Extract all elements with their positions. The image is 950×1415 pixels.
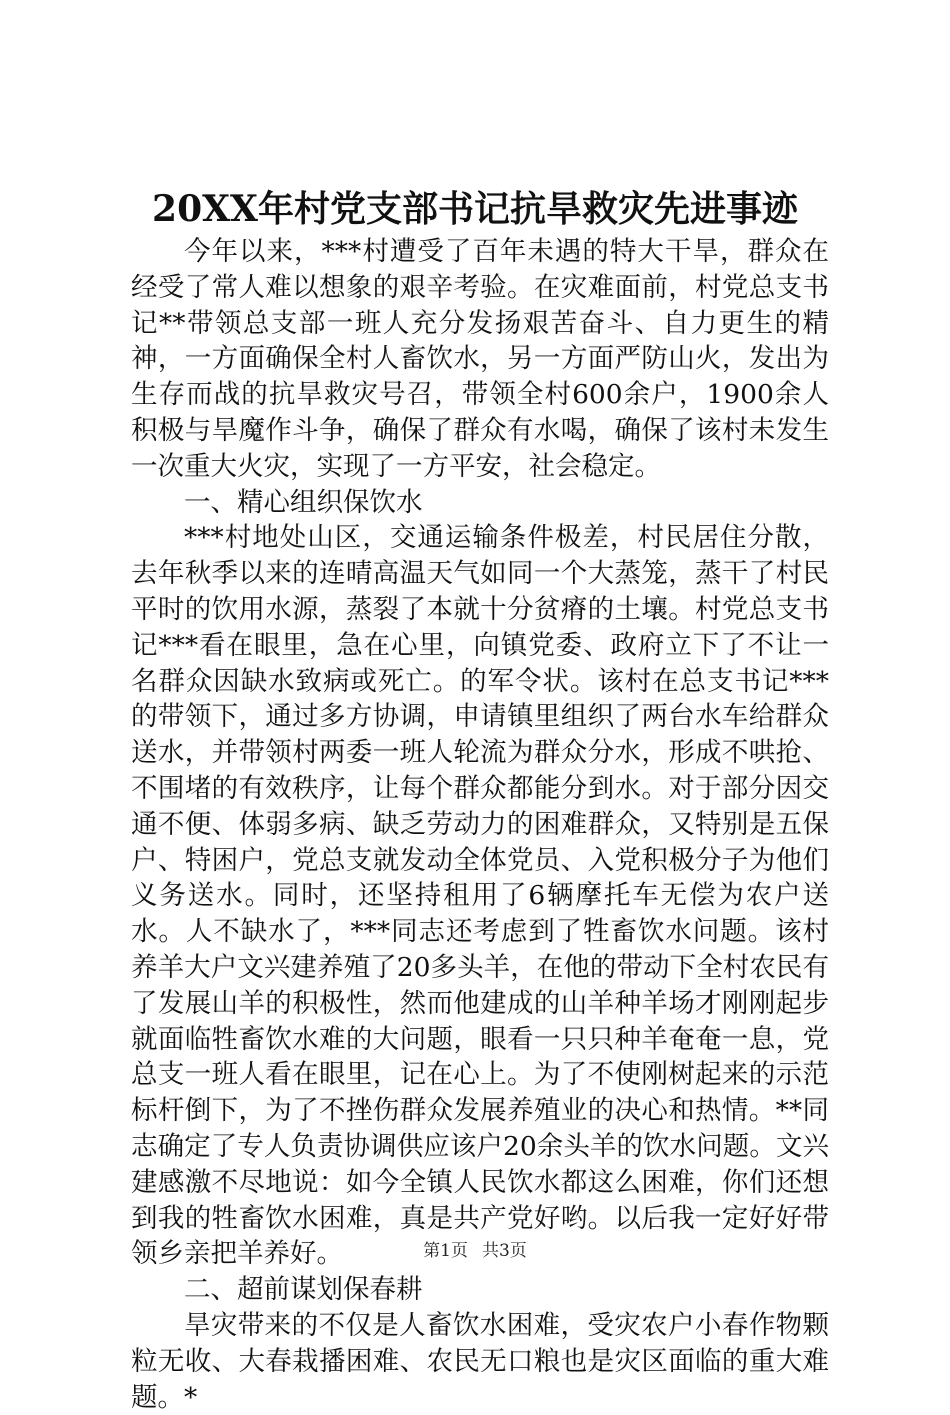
page-total: 共3页 bbox=[482, 1241, 527, 1261]
page-number: 第1页 bbox=[423, 1241, 468, 1261]
section-heading-2: 二、超前谋划保春耕 bbox=[184, 1274, 423, 1306]
document-title: 20XX年村党支部书记抗旱救灾先进事迹 bbox=[152, 188, 798, 230]
paragraph-drinking-water: ***村地处山区，交通运输条件极差，村民居住分散，去年秋季以来的连晴高温天气如同一个大蒸笼，蒸干了村民平时的饮用水源，蒸裂了本就十分贫瘠的土壤。村党总支书记***看在眼里，急在心里，向镇党委、政府立下了不让一名群众因缺水致病或死亡。的军令状。该村在总支书记***的带领下，通过多方协调，申请镇里组织了两台水车给群众送水，并带领村两委一班人轮流为群众分水，形成不哄抢、不围堵的有效秩序，让每个群众都能分到水。对于部分因交通不便、体弱多病、缺乏劳动力的困难群众，又特别是五保户、特困户，党总支就发动全体党员、入党积极分子为他们义务送水。同时，还坚持租用了6辆摩托车无偿为农户送水。人不缺水了，***同志还考虑到了牲畜饮水问题。该村养羊大户文兴建养殖了20多头羊，在他的带动下全村农民有了发展山羊的积极性，然而他建成的山羊种羊场才刚刚起步就面临牲畜饮水难的大问题，眼看一只只种羊奄奄一息，党总支一班人看在眼里，记在心上。为了不使刚树起来的示范标杆倒下，为了不挫伤群众发展养殖业的决心和热情。**同志确定了专人负责协调供应该户20余头羊的饮水问题。文兴建感激不尽地说：如今全镇人民饮水都这么困难，你们还想到我的牲畜饮水困难，真是共产党好哟。以后我一定好好带领乡亲把羊养好。 bbox=[131, 522, 829, 1270]
document-body bbox=[131, 234, 829, 1415]
paragraph-intro: 今年以来，***村遭受了百年未遇的特大干旱，群众在经受了常人难以想象的艰辛考验。在灾难面前，村党总支书记**带领总支部一班人充分发扬艰苦奋斗、自力更生的精神，一方面确保全村人畜饮水，另一方面严防山火，发出为生存而战的抗旱救灾号召，带领全村600余户，1900余人积极与旱魔作斗争，确保了群众有水喝，确保了该村未发生一次重大火灾，实现了一方平安，社会稳定。 bbox=[131, 236, 829, 482]
paragraph-spring-farming: 旱灾带来的不仅是人畜饮水困难，受灾农户小春作物颗粒无收、大春栽播困难、农民无口粮也是灾区面临的重大难题。* bbox=[131, 1309, 829, 1413]
section-heading-1: 一、精心组织保饮水 bbox=[184, 486, 423, 518]
page-footer bbox=[0, 1239, 950, 1263]
